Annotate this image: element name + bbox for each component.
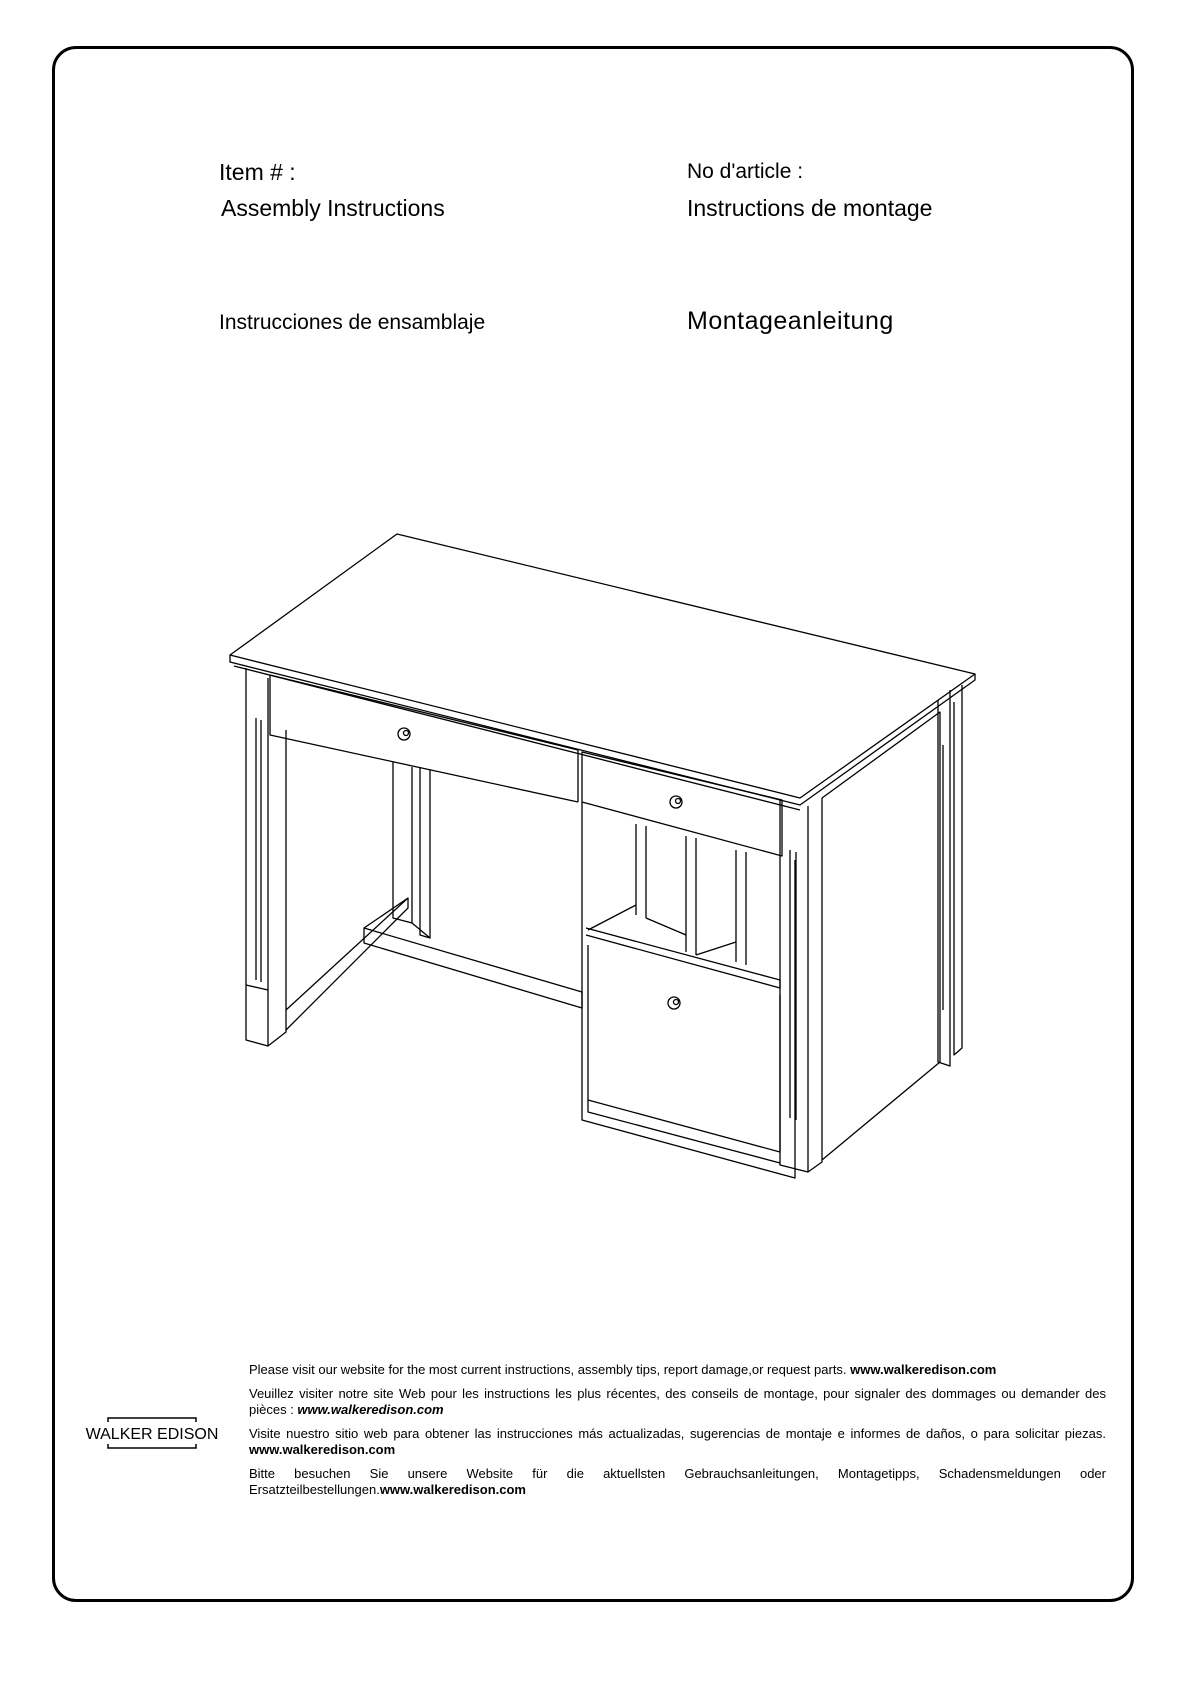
website-link-es[interactable]: www.walkeredison.com (249, 1442, 396, 1457)
footer-note-es: Visite nuestro sitio web para obtener las instrucciones más actualizadas, sugerencias de montaje e informes de daños, o para solicitar piezas. www.walkeredison.com (249, 1426, 1106, 1457)
website-link-fr[interactable]: www.walkeredison.com (297, 1402, 444, 1417)
footer-note-de: Bitte besuchen Sie unsere Website für die aktuellsten Gebrauchsanleitungen, Montagetipps, Schadensmeldungen oder Ersatzteilbestellungen.www.walkeredison.com (249, 1466, 1106, 1497)
walker-edison-logo-icon (80, 1414, 225, 1452)
website-link-de[interactable]: www.walkeredison.com (379, 1482, 526, 1497)
item-number-label-fr: No d'article : (687, 160, 804, 183)
svg-text:WALKER EDISON: WALKER EDISON (85, 1426, 219, 1443)
desk-line-drawing-icon (225, 530, 985, 1180)
assembly-instructions-title-de: Montageanleitung (687, 307, 894, 335)
website-link-en[interactable]: www.walkeredison.com (850, 1362, 997, 1377)
footer-notes (249, 1362, 1106, 1506)
item-number-label: Item # : (219, 159, 296, 185)
footer-note-en: Please visit our website for the most current instructions, assembly tips, report damage,or request parts. www.walkeredison.com (249, 1362, 997, 1377)
assembly-instructions-title-en: Assembly Instructions (221, 195, 445, 221)
footer-note-fr: Veuillez visiter notre site Web pour les instructions les plus récentes, des conseils de montage, pour signaler des dommages ou demander des pièces : www.walkeredison.com (249, 1386, 1106, 1417)
assembly-instructions-title-es: Instrucciones de ensamblaje (219, 311, 486, 334)
assembly-instructions-title-fr: Instructions de montage (687, 195, 933, 221)
